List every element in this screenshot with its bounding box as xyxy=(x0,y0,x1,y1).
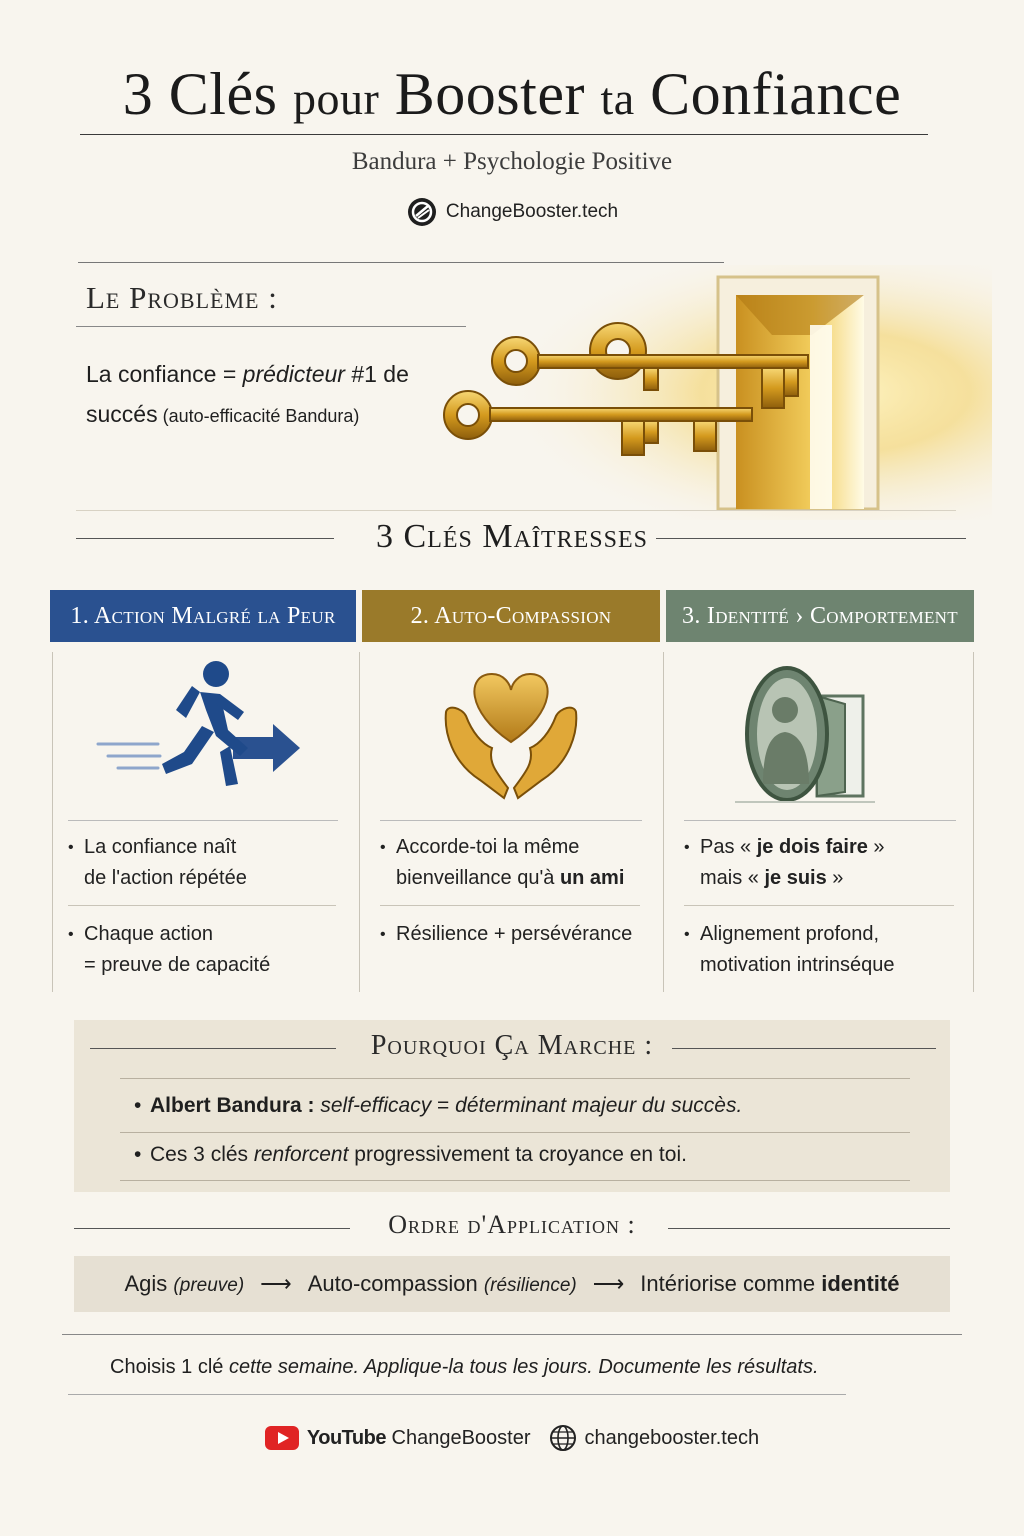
bullet-list xyxy=(68,832,336,981)
why-title: Pourquoi Ça Marche : xyxy=(370,1030,654,1061)
key-column-body xyxy=(50,642,356,992)
call-to-action xyxy=(110,1356,819,1379)
col-art xyxy=(362,652,660,812)
bullet-line: motivation intrinséque xyxy=(700,954,895,976)
website-url: changebooster.tech xyxy=(584,1426,760,1449)
why-rule xyxy=(120,1078,910,1079)
column-border xyxy=(359,652,360,992)
bullet-list xyxy=(684,832,954,981)
bullet-line: La confiance naît xyxy=(84,836,237,858)
bullet-line: mais « xyxy=(700,867,765,889)
bullet-emphasis: je dois faire xyxy=(756,836,868,858)
youtube-icon xyxy=(265,1426,299,1450)
running-person-icon xyxy=(88,652,318,812)
cta-divider-bottom xyxy=(68,1394,846,1395)
problem-emphasis: prédicteur xyxy=(242,361,345,387)
column-border xyxy=(663,652,664,992)
bullet-line: de l'action répétée xyxy=(84,867,247,889)
cta-divider-top xyxy=(62,1334,962,1335)
heart-hands-icon xyxy=(396,652,626,812)
why-emphasis: renforcent xyxy=(253,1143,349,1166)
why-equals: = xyxy=(431,1094,456,1117)
section-divider-light xyxy=(76,510,956,511)
key-column-header: 2. Auto-Compassion xyxy=(362,590,660,642)
key-column-header: 3. Identité › Comportement xyxy=(666,590,974,642)
brand-name: ChangeBooster.tech xyxy=(445,201,619,222)
why-emphasis: déterminant majeur du succès. xyxy=(455,1094,743,1117)
problem-rest: #1 de xyxy=(344,361,409,387)
why-keyword: Albert Bandura : xyxy=(150,1094,315,1117)
website-link[interactable] xyxy=(549,1424,760,1452)
golden-keys-door-illustration xyxy=(432,265,992,520)
problem-note: (auto-efficacité Bandura) xyxy=(157,406,360,426)
bullet-line: Chaque action xyxy=(84,923,213,945)
footer xyxy=(0,1424,1024,1452)
keys-section-title: 3 Clés Maîtresses xyxy=(376,518,648,555)
order-title: Ordre d'Application : xyxy=(388,1210,636,1239)
key-column-2 xyxy=(362,590,660,992)
bullet-item xyxy=(68,832,336,894)
why-text: progressivement ta croyance en toi. xyxy=(348,1143,687,1166)
problem-divider xyxy=(76,326,466,327)
arrow-right-icon: ⟶ xyxy=(260,1271,292,1296)
youtube-label: YouTube xyxy=(306,1426,386,1449)
key-column-1 xyxy=(50,590,356,992)
bullet-item xyxy=(684,832,954,894)
why-item xyxy=(150,1094,742,1118)
globe-icon xyxy=(549,1424,577,1452)
why-text: Ces 3 clés xyxy=(150,1143,254,1166)
title-divider xyxy=(80,134,928,135)
title-part: Booster xyxy=(379,61,601,127)
bullet-line: = preuve de capacité xyxy=(84,954,271,976)
brand-logo-icon xyxy=(406,196,438,228)
problem-equals: = xyxy=(216,361,243,387)
bullet-divider xyxy=(684,905,954,906)
problem-text xyxy=(86,354,446,436)
bullet-line: » xyxy=(826,867,844,889)
column-border xyxy=(52,652,53,992)
page-title xyxy=(0,60,1024,129)
order-step-2 xyxy=(308,1271,577,1297)
why-rule xyxy=(120,1132,910,1133)
youtube-link[interactable] xyxy=(265,1426,531,1450)
bullet-emphasis: je suis xyxy=(764,867,827,889)
order-step-emphasis: identité xyxy=(821,1271,900,1296)
order-step-1 xyxy=(125,1271,245,1297)
bullet-item xyxy=(684,919,954,981)
order-steps xyxy=(74,1256,950,1312)
bullet-line: Pas « xyxy=(700,836,757,858)
bullet-list xyxy=(380,832,640,950)
col-art xyxy=(50,652,356,812)
order-step-note: (preuve) xyxy=(173,1275,245,1296)
mirror-door-icon xyxy=(705,652,935,812)
key-column-body xyxy=(666,642,974,992)
col-art xyxy=(666,652,974,812)
order-step-label: Intériorise comme xyxy=(640,1271,822,1296)
bullet-emphasis: un ami xyxy=(559,867,625,889)
bullet-line: Accorde-toi la même xyxy=(396,836,580,858)
bullet-line: Alignement profond, xyxy=(700,923,880,945)
column-divider xyxy=(380,820,642,821)
key-column-header: 1. Action Malgré la Peur xyxy=(50,590,356,642)
cta-lead: Choisis 1 clé xyxy=(110,1356,224,1378)
key-column-3 xyxy=(666,590,974,992)
column-divider xyxy=(684,820,956,821)
order-step-label: Agis xyxy=(124,1271,168,1296)
column-border xyxy=(973,652,974,992)
problem-keyword: La confiance xyxy=(86,361,217,387)
page-subtitle: Bandura + Psychologie Positive xyxy=(351,148,673,175)
order-step-label: Auto-compassion xyxy=(307,1271,478,1296)
problem-divider-top xyxy=(78,262,724,263)
title-part: Confiance xyxy=(634,61,902,127)
bullet-divider xyxy=(380,905,640,906)
arrow-right-icon: ⟶ xyxy=(592,1271,625,1296)
title-part: pour xyxy=(292,73,380,124)
problem-keyword-2: succés xyxy=(86,401,158,427)
why-rule xyxy=(120,1180,910,1181)
column-divider xyxy=(68,820,338,821)
bullet-item xyxy=(380,919,640,950)
bullet-item xyxy=(68,919,336,981)
order-step-3 xyxy=(640,1271,899,1297)
bullet-line: Résilience + persévérance xyxy=(396,923,633,945)
bullet-line: » xyxy=(867,836,885,858)
why-emphasis: self-efficacy xyxy=(314,1094,432,1117)
order-step-note: (résilience) xyxy=(483,1275,577,1296)
why-item xyxy=(150,1143,687,1167)
bullet-line: bienveillance qu'à xyxy=(396,867,560,889)
key-column-body xyxy=(362,642,660,992)
youtube-channel: ChangeBooster xyxy=(385,1426,531,1449)
brand xyxy=(0,196,1024,228)
problem-title: Le Problème : xyxy=(86,280,278,315)
bullet-item xyxy=(380,832,640,894)
bullet-divider xyxy=(68,905,336,906)
title-part: 3 Clés xyxy=(122,61,293,127)
title-part: ta xyxy=(600,73,635,124)
cta-rest: cette semaine. Applique-la tous les jours. Documente les résultats. xyxy=(223,1356,819,1378)
